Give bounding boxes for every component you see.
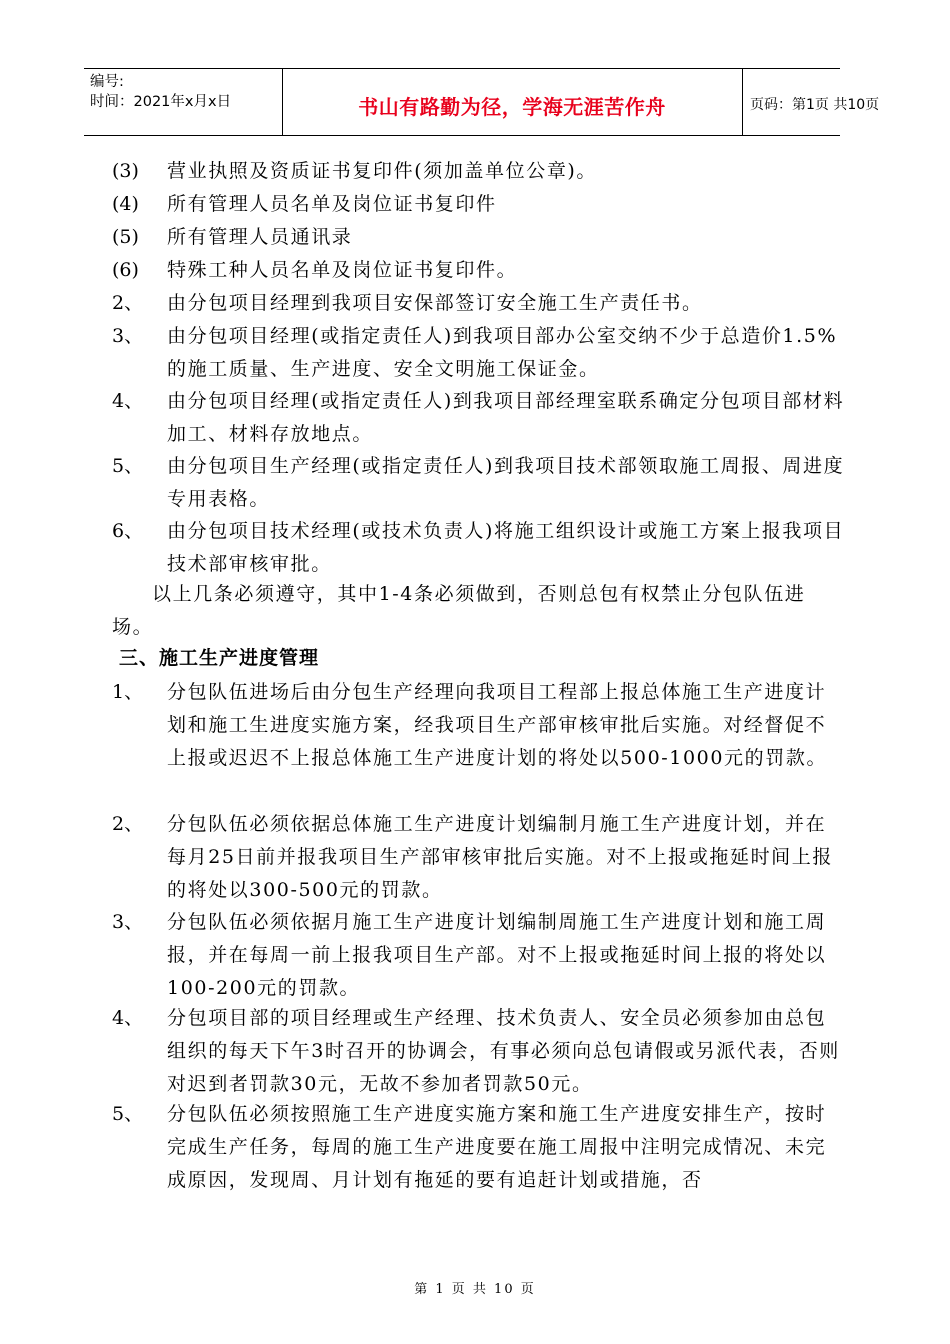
item-number: 6、 xyxy=(112,520,144,542)
item-number: 4、 xyxy=(112,390,144,412)
item-text: 分包队伍必须依据月施工生产进度计划编制周施工生产进度计划和施工周报，并在每周一前上报我项目生产部。对不上报或拖延时间上报的将处以100-200元的罚款。 xyxy=(167,911,827,999)
item-text: 由分包项目经理(或指定责任人)到我项目部经理室联系确定分包项目部材料加工、材料存放地点。 xyxy=(167,390,845,445)
item-number: (3) xyxy=(112,160,139,182)
item-text: 由分包项目技术经理(或技术负责人)将施工组织设计或施工方案上报我项目技术部审核审批。 xyxy=(167,520,845,575)
item-number: 4、 xyxy=(112,1007,144,1029)
header-motto-cell xyxy=(282,69,743,135)
item-number: 1、 xyxy=(112,681,144,703)
item-text: 所有管理人员名单及岗位证书复印件 xyxy=(167,193,497,215)
item-text: 分包项目部的项目经理或生产经理、技术负责人、安全员必须参加由总包组织的每天下午3时召开的协调会，有事必须向总包请假或另派代表，否则对迟到者罚款30元，无故不参加者罚款50元。 xyxy=(167,1007,840,1095)
note-paragraph: 以上几条必须遵守，其中1-4条必须做到，否则总包有权禁止分包队伍进场。 xyxy=(112,583,806,638)
item-text: 特殊工种人员名单及岗位证书复印件。 xyxy=(167,259,518,281)
header-page-cell xyxy=(750,69,880,135)
code-label: 编号: xyxy=(90,74,124,90)
item-number: (6) xyxy=(112,259,139,281)
header-meta-cell xyxy=(84,69,283,135)
page-label: 页码：第1页 共10页 xyxy=(750,97,880,113)
item-text: 分包队伍进场后由分包生产经理向我项目工程部上报总体施工生产进度计划和施工生进度实施方案，经我项目生产部审核审批后实施。对经督促不上报或迟迟不上报总体施工生产进度计划的将处以500-1000元的罚款。 xyxy=(167,681,828,769)
section-heading: 三、施工生产进度管理 xyxy=(119,647,320,669)
item-number: 5、 xyxy=(112,1103,144,1125)
item-text: 由分包项目生产经理(或指定责任人)到我项目技术部领取施工周报、周进度专用表格。 xyxy=(167,455,845,510)
item-number: (4) xyxy=(112,193,139,215)
item-number: 3、 xyxy=(112,325,144,347)
motto: 书山有路勤为径，学海无涯苦作舟 xyxy=(358,94,666,119)
item-number: 5、 xyxy=(112,455,144,477)
header-table xyxy=(84,68,880,136)
item-number: (5) xyxy=(112,226,139,248)
item-number: 2、 xyxy=(112,813,144,835)
date-label: 时间：2021年x月x日 xyxy=(90,94,232,110)
item-text: 营业执照及资质证书复印件(须加盖单位公章)。 xyxy=(167,160,598,182)
item-text: 由分包项目经理(或指定责任人)到我项目部办公室交纳不少于总造价1.5%的施工质量、生产进度、安全文明施工保证金。 xyxy=(167,325,838,380)
item-number: 2、 xyxy=(112,292,144,314)
item-text: 分包队伍必须按照施工生产进度实施方案和施工生产进度安排生产，按时完成生产任务，每周的施工生产进度要在施工周报中注明完成情况、未完成原因，发现周、月计划有拖延的要有追赶计划或措施，否 xyxy=(167,1103,827,1191)
item-text: 所有管理人员通讯录 xyxy=(167,226,353,248)
page-footer: 第 1 页 共 10 页 xyxy=(414,1282,536,1297)
item-number: 3、 xyxy=(112,911,144,933)
item-text: 由分包项目经理到我项目安保部签订安全施工生产责任书。 xyxy=(167,292,703,314)
item-text: 分包队伍必须依据总体施工生产进度计划编制月施工生产进度计划，并在每月25日前并报我项目生产部审核审批后实施。对不上报或拖延时间上报的将处以300-500元的罚款。 xyxy=(167,813,833,901)
